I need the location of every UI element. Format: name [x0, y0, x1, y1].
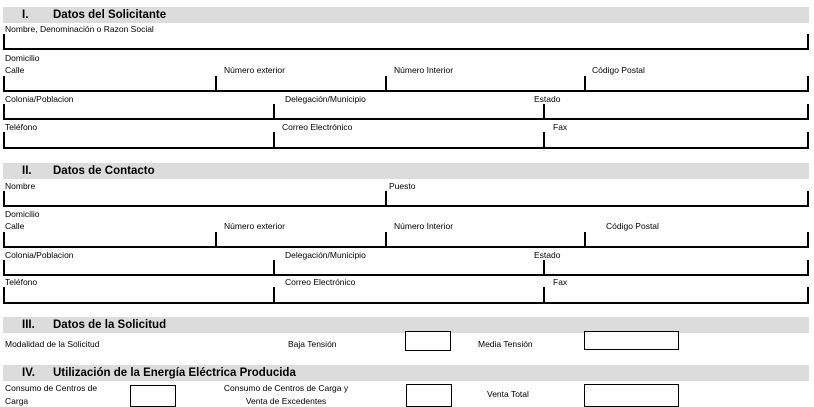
field-underline	[3, 48, 809, 50]
modality-label: Modalidad de la Solicitud	[5, 339, 100, 349]
street-label: Calle	[5, 65, 25, 75]
load-consumption-label-line1: Consumo de Centros de	[5, 383, 98, 393]
int-number-field[interactable]	[386, 232, 583, 246]
fax-label: Fax	[553, 277, 568, 287]
section-2-number: II.	[22, 165, 32, 177]
ext-number-label: Número exterior	[224, 221, 285, 231]
street-field[interactable]	[3, 76, 215, 90]
divider	[3, 132, 5, 148]
ext-number-label: Número exterior	[224, 65, 285, 75]
medium-voltage-checkbox[interactable]	[584, 331, 679, 350]
load-and-surplus-label-line1: Consumo de Centros de Carga y	[223, 383, 349, 393]
phone-field[interactable]	[3, 287, 273, 302]
divider	[273, 104, 275, 119]
divider	[807, 191, 809, 206]
email-label: Correo Electrónico	[282, 122, 353, 132]
applicant-name-field[interactable]	[3, 34, 809, 48]
load-consumption-checkbox[interactable]	[130, 385, 176, 407]
section-2-title: Datos de Contacto	[53, 165, 155, 177]
divider	[215, 76, 217, 91]
divider	[543, 287, 545, 303]
divider	[543, 260, 545, 275]
field-underline	[3, 205, 809, 207]
field-underline	[3, 90, 809, 92]
state-field[interactable]	[545, 104, 808, 118]
divider	[215, 232, 217, 247]
divider	[807, 132, 809, 148]
int-number-field[interactable]	[386, 76, 583, 90]
divider	[3, 232, 5, 247]
divider	[584, 232, 586, 247]
divider	[3, 34, 5, 49]
phone-label: Teléfono	[5, 277, 38, 287]
divider	[543, 132, 545, 148]
divider	[3, 76, 5, 91]
divider	[807, 34, 809, 49]
postal-code-label: Código Postal	[606, 221, 659, 231]
low-voltage-label: Baja Tensión	[288, 339, 337, 349]
municipality-field[interactable]	[275, 260, 542, 274]
state-label: Estado	[534, 250, 561, 260]
fax-field[interactable]	[545, 132, 808, 147]
applicant-name-label: Nombre, Denominación o Razon Social	[5, 24, 154, 34]
email-label: Correo Electrónico	[285, 277, 356, 287]
load-and-surplus-label-line2: Venta de Excedentes	[245, 396, 327, 406]
section-1-title: Datos del Solicitante	[53, 9, 167, 21]
section-1-number: I.	[22, 9, 29, 21]
divider	[807, 104, 809, 119]
field-underline	[3, 118, 809, 120]
divider	[273, 132, 275, 148]
divider	[385, 76, 387, 91]
colony-field[interactable]	[3, 104, 273, 118]
divider	[807, 287, 809, 303]
field-underline	[3, 147, 809, 149]
ext-number-field[interactable]	[217, 76, 384, 90]
divider	[807, 260, 809, 275]
ext-number-field[interactable]	[217, 232, 384, 246]
phone-field[interactable]	[3, 132, 273, 147]
divider	[273, 287, 275, 303]
municipality-field[interactable]	[275, 104, 542, 118]
low-voltage-checkbox[interactable]	[405, 331, 451, 351]
divider	[385, 191, 387, 206]
email-field[interactable]	[275, 132, 542, 147]
colony-label: Colonia/Poblacion	[5, 250, 74, 260]
divider	[3, 104, 5, 119]
load-consumption-label-line2: Carga	[5, 396, 29, 406]
municipality-label: Delegación/Municipio	[285, 250, 366, 260]
state-label: Estado	[534, 94, 561, 104]
street-label: Calle	[5, 221, 25, 231]
divider	[807, 76, 809, 91]
section-3-title: Datos de la Solicitud	[53, 319, 167, 331]
divider	[3, 287, 5, 303]
section-3-number: III.	[22, 319, 35, 331]
phone-label: Teléfono	[5, 122, 38, 132]
municipality-label: Delegación/Municipio	[285, 94, 366, 104]
fax-label: Fax	[553, 122, 568, 132]
divider	[3, 191, 5, 206]
field-underline	[3, 302, 809, 304]
divider	[273, 260, 275, 275]
street-field[interactable]	[3, 232, 215, 246]
divider	[3, 260, 5, 275]
colony-label: Colonia/Poblacion	[5, 94, 74, 104]
total-sale-label: Venta Total	[487, 389, 529, 399]
load-and-surplus-checkbox[interactable]	[406, 384, 452, 407]
position-field[interactable]	[387, 191, 808, 205]
field-underline	[3, 274, 809, 276]
postal-code-field[interactable]	[586, 76, 808, 90]
divider	[385, 232, 387, 247]
int-number-label: Número Interior	[394, 65, 454, 75]
fax-field[interactable]	[545, 287, 808, 302]
state-field[interactable]	[545, 260, 808, 274]
total-sale-checkbox[interactable]	[584, 384, 679, 407]
email-field[interactable]	[275, 287, 542, 302]
field-underline	[3, 246, 809, 248]
int-number-label: Número Interior	[394, 221, 454, 231]
colony-field[interactable]	[3, 260, 273, 274]
contact-name-label: Nombre	[5, 181, 36, 191]
divider	[807, 232, 809, 247]
contact-name-field[interactable]	[3, 191, 384, 205]
section-4-number: IV.	[22, 367, 36, 379]
postal-code-field[interactable]	[586, 232, 808, 246]
medium-voltage-label: Media Tensión	[478, 339, 533, 349]
domicilio-label: Domicilio	[5, 209, 40, 219]
section-4-title: Utilización de la Energía Eléctrica Producida	[53, 367, 296, 379]
divider	[584, 76, 586, 91]
domicilio-label: Domicilio	[5, 53, 40, 63]
position-label: Puesto	[389, 181, 416, 191]
divider	[543, 104, 545, 119]
postal-code-label: Código Postal	[592, 65, 645, 75]
